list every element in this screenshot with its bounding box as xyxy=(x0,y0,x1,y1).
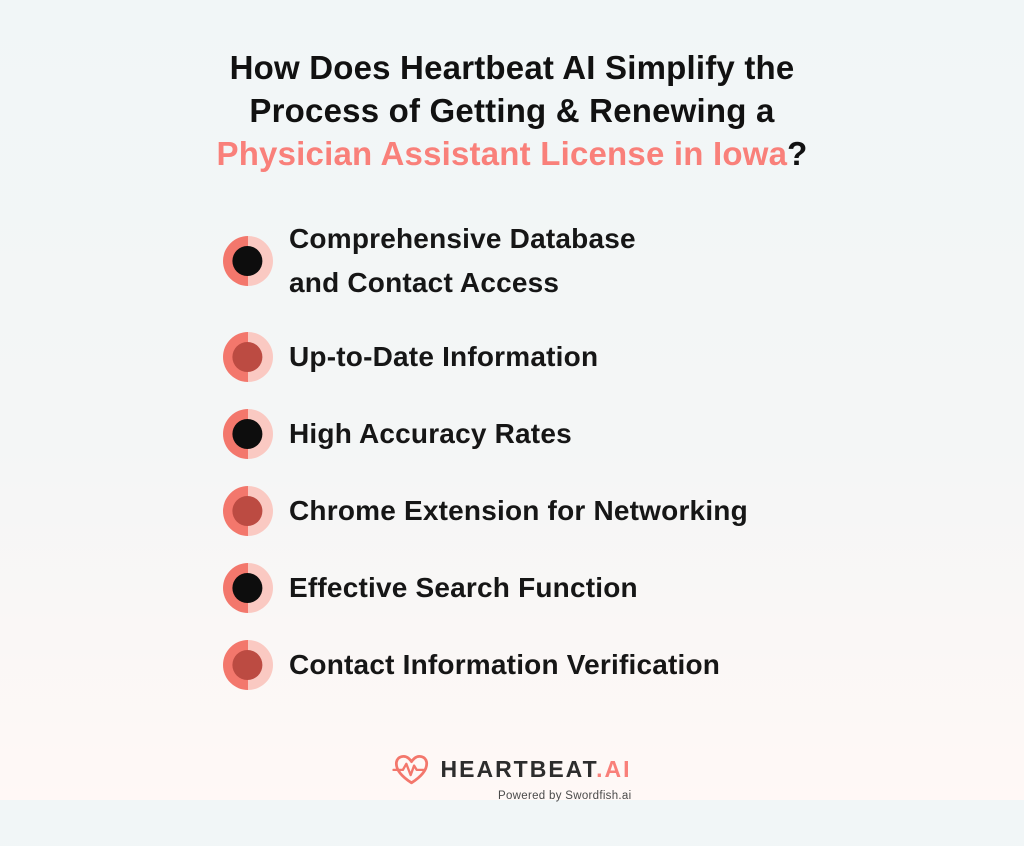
page-title xyxy=(0,46,1024,175)
brand-wordmark xyxy=(441,756,632,783)
brand-tagline: Powered by Swordfish.ai xyxy=(498,790,632,802)
bullet-circle-icon xyxy=(223,563,273,613)
list-item-label: Contact Information Verification xyxy=(289,649,721,680)
heart-ekg-icon xyxy=(393,751,431,787)
list-item xyxy=(223,409,843,459)
list-item-label: Chrome Extension for Networking xyxy=(289,495,748,526)
bullet-dot xyxy=(232,573,262,603)
bullet-dot xyxy=(232,650,262,680)
infographic-page xyxy=(0,46,1024,846)
list-item-label: Effective Search Function xyxy=(289,572,638,603)
list-item-label: Up-to-Date Information xyxy=(289,341,599,372)
brand-name: HEARTBEAT xyxy=(440,755,597,782)
list-item xyxy=(223,640,843,690)
list-item xyxy=(223,332,843,382)
title-line-2: Process of Getting & Renewing a xyxy=(249,92,775,129)
bullet-dot xyxy=(232,342,262,372)
list-item-label: Comprehensive Database and Contact Access xyxy=(289,223,636,298)
bullet-dot xyxy=(232,246,262,276)
brand-footer xyxy=(393,751,632,802)
bullet-dot xyxy=(232,496,262,526)
bullet-circle-icon xyxy=(223,236,273,286)
title-highlight: Physician Assistant License in Iowa xyxy=(216,135,788,172)
bullet-circle-icon xyxy=(223,486,273,536)
brand-suffix: .AI xyxy=(596,755,632,782)
list-item xyxy=(223,217,843,305)
brand-logo-row xyxy=(393,751,632,787)
title-question-mark: ? xyxy=(787,135,808,172)
bullet-dot xyxy=(232,419,262,449)
list-item-label: High Accuracy Rates xyxy=(289,418,572,449)
title-line-1: How Does Heartbeat AI Simplify the xyxy=(229,49,795,86)
list-item xyxy=(223,486,843,536)
bullet-circle-icon xyxy=(223,409,273,459)
title-line-3 xyxy=(0,132,1024,175)
list-item xyxy=(223,563,843,613)
bullet-circle-icon xyxy=(223,332,273,382)
feature-list xyxy=(223,217,843,690)
bullet-circle-icon xyxy=(223,640,273,690)
